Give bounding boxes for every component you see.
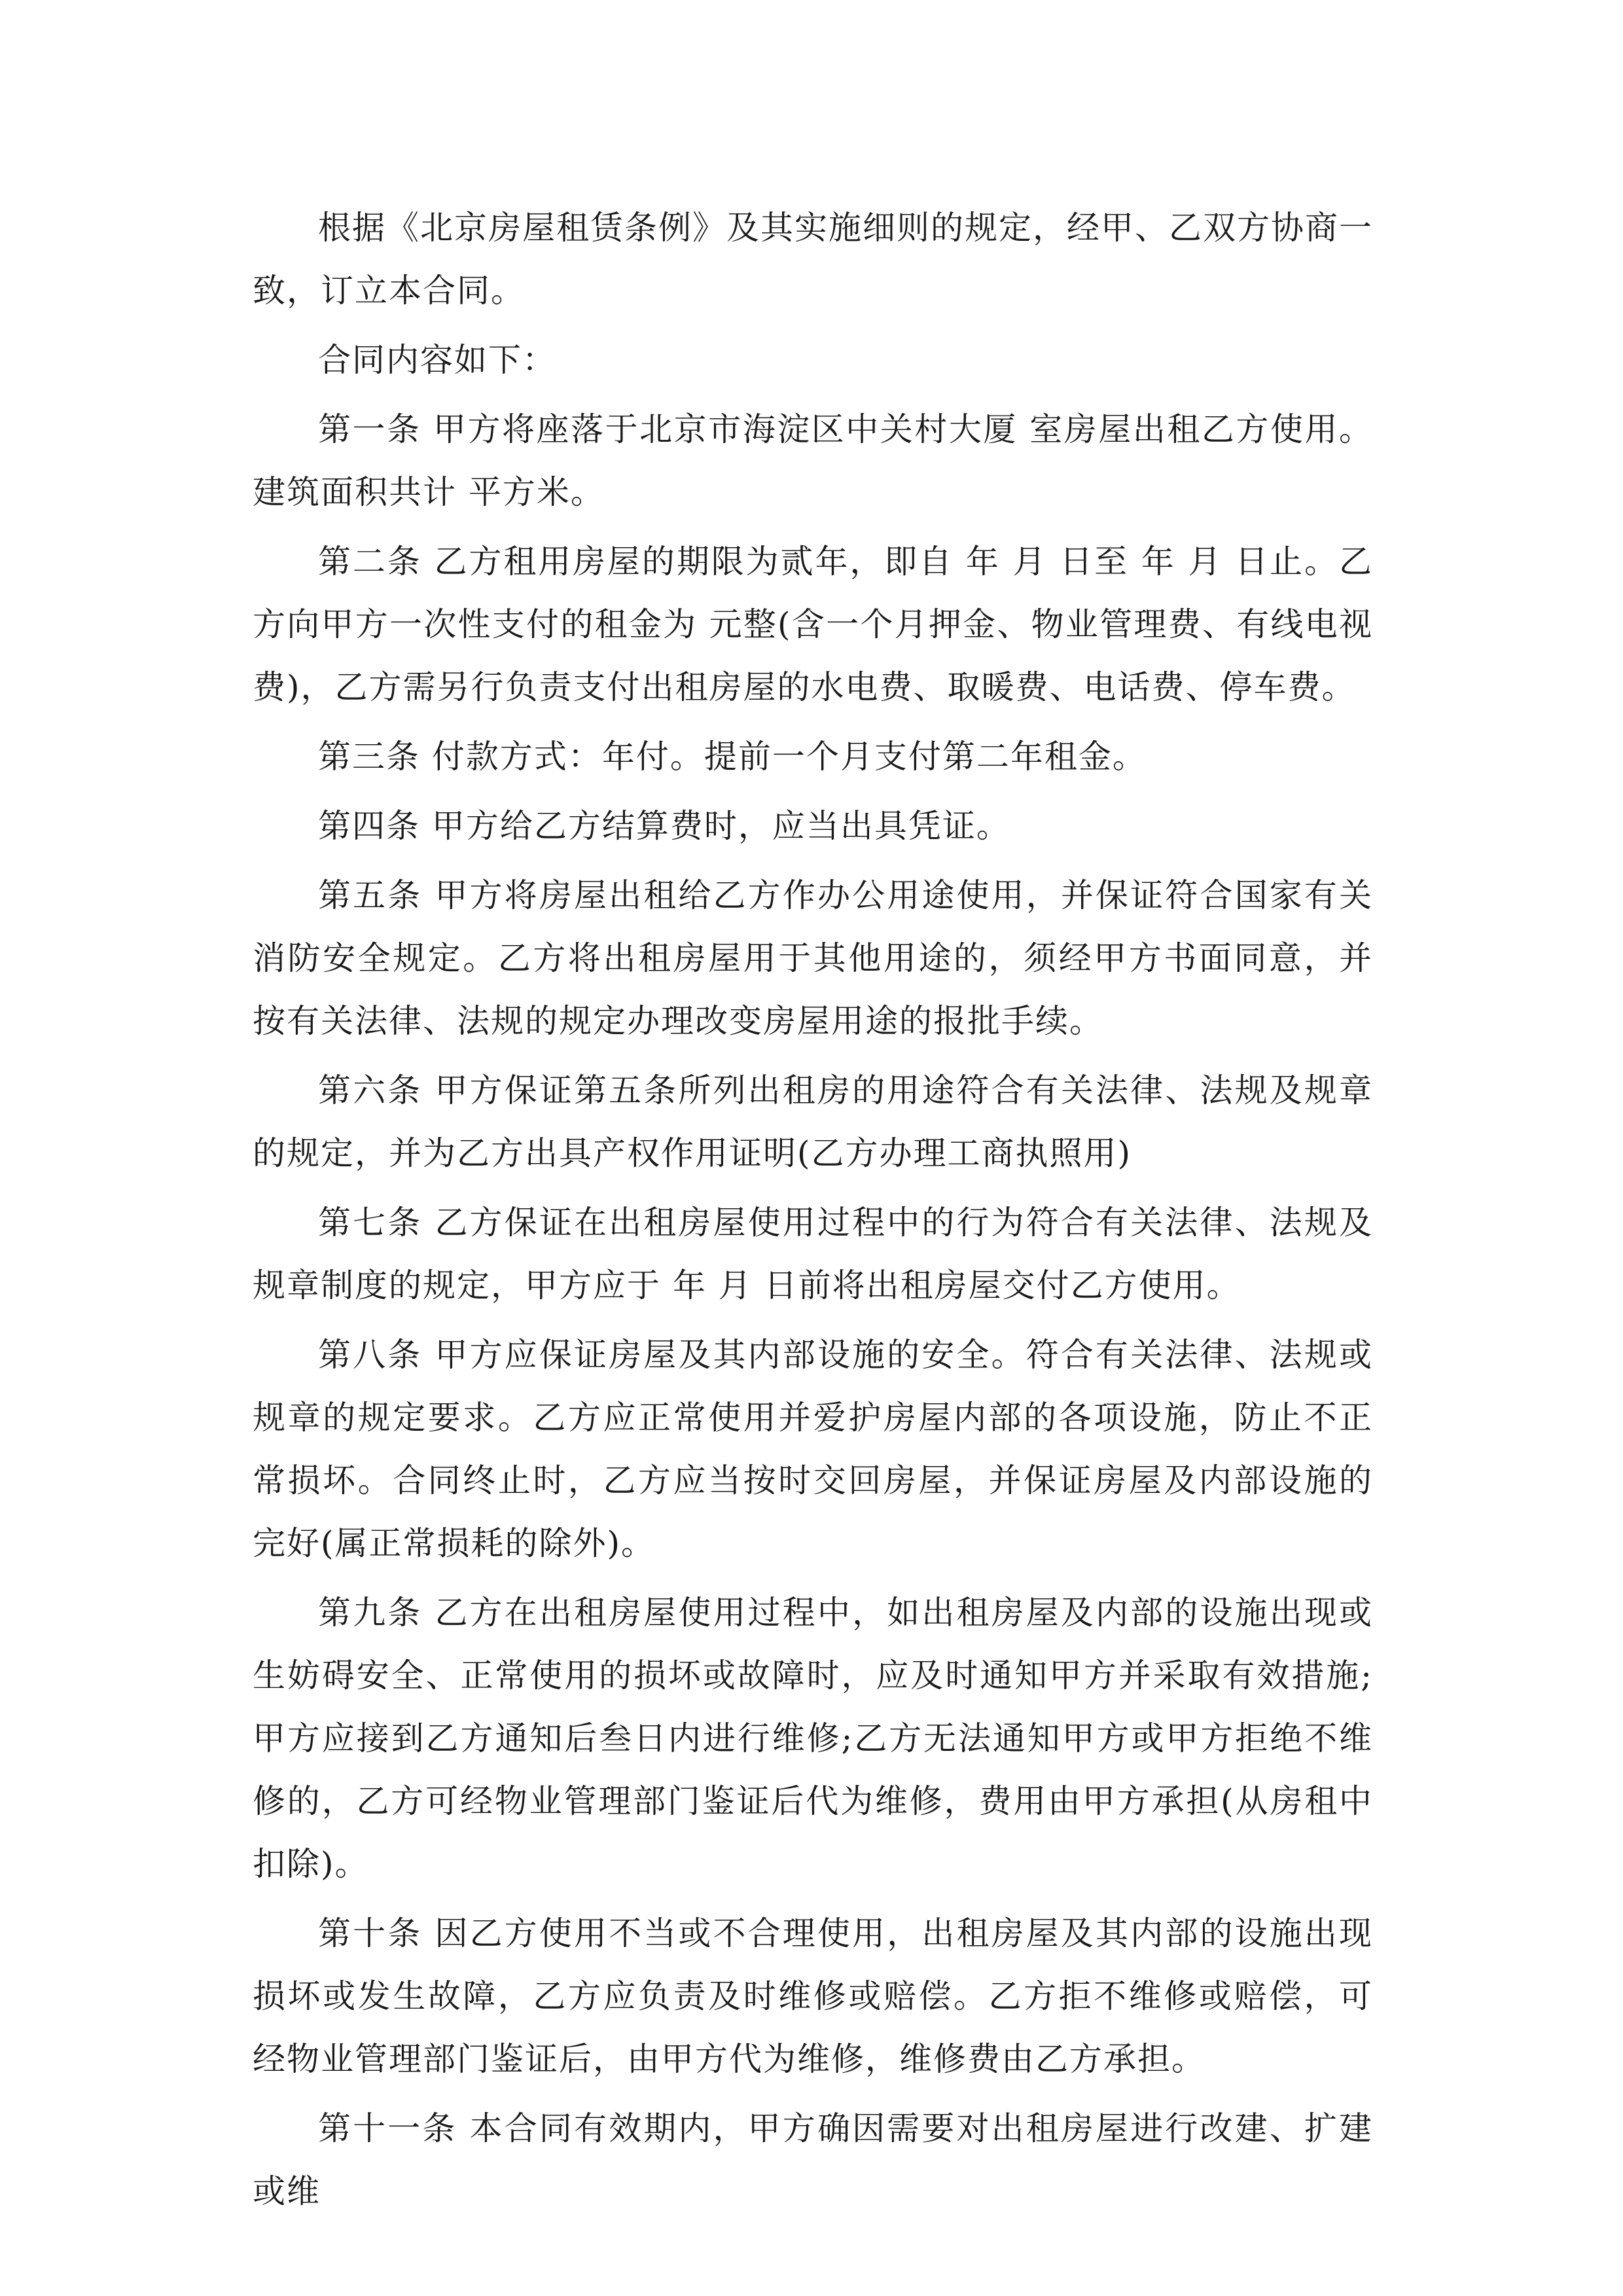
paragraph-article-10: 第十条 因乙方使用不当或不合理使用，出租房屋及其内部的设施出现损坏或发生故障，乙方应负责及时维修或赔偿。乙方拒不维修或赔偿，可经物业管理部门鉴证后，由甲方代为维修，维修费由乙方承担。	[253, 1914, 1373, 2078]
paragraph-contents-heading: 合同内容如下：	[318, 341, 556, 379]
paragraph-article-9: 第九条 乙方在出租房屋使用过程中，如出租房屋及内部的设施出现或生妨碍安全、正常使用的损坏或故障时，应及时通知甲方并采取有效措施; 甲方应接到乙方通知后叁日内进行维修;乙方无法通知甲方或甲方拒绝不维修的，乙方可经物业管理部门鉴证后代为维修，费用由甲方承担(从房租中扣除)。	[253, 1594, 1373, 1883]
paragraph-article-5: 第五条 甲方将房屋出租给乙方作办公用途使用，并保证符合国家有关消防安全规定。乙方将出租房屋用于其他用途的，须经甲方书面同意，并按有关法律、法规的规定办理改变房屋用途的报批手续。	[253, 876, 1373, 1040]
paragraph-article-4: 第四条 甲方给乙方结算费时，应当出具凭证。	[318, 807, 1010, 845]
paragraph-article-11: 第十一条 本合同有效期内，甲方确因需要对出租房屋进行改建、扩建或维	[253, 2109, 1373, 2210]
paragraph-article-2: 第二条 乙方租用房屋的期限为贰年，即自 年 月 日至 年 月 日止。乙方向甲方一次性支付的租金为 元整(含一个月押金、物业管理费、有线电视费)，乙方需另行负责支付出租房屋的水电费、取暖费、电话费、停车费。	[253, 543, 1373, 706]
paragraph-intro: 根据《北京房屋租赁条例》及其实施细则的规定，经甲、乙双方协商一致，订立本合同。	[253, 209, 1373, 310]
paragraph-article-6: 第六条 甲方保证第五条所列出租房的用途符合有关法律、法规及规章的规定，并为乙方出具产权作用证明(乙方办理工商执照用)	[253, 1071, 1373, 1172]
paragraph-article-3: 第三条 付款方式：年付。提前一个月支付第二年租金。	[318, 738, 1147, 776]
document-body	[253, 196, 1373, 2229]
paragraph-article-1: 第一条 甲方将座落于北京市海淀区中关村大厦 室房屋出租乙方使用。建筑面积共计 平方米。	[253, 410, 1373, 511]
paragraph-article-7: 第七条 乙方保证在出租房屋使用过程中的行为符合有关法律、法规及规章制度的规定，甲方应于 年 月 日前将出租房屋交付乙方使用。	[253, 1204, 1373, 1304]
paragraph-article-8: 第八条 甲方应保证房屋及其内部设施的安全。符合有关法律、法规或规章的规定要求。乙方应正常使用并爱护房屋内部的各项设施，防止不正常损坏。合同终止时，乙方应当按时交回房屋，并保证房屋及内部设施的完好(属正常损耗的除外)。	[253, 1336, 1373, 1562]
